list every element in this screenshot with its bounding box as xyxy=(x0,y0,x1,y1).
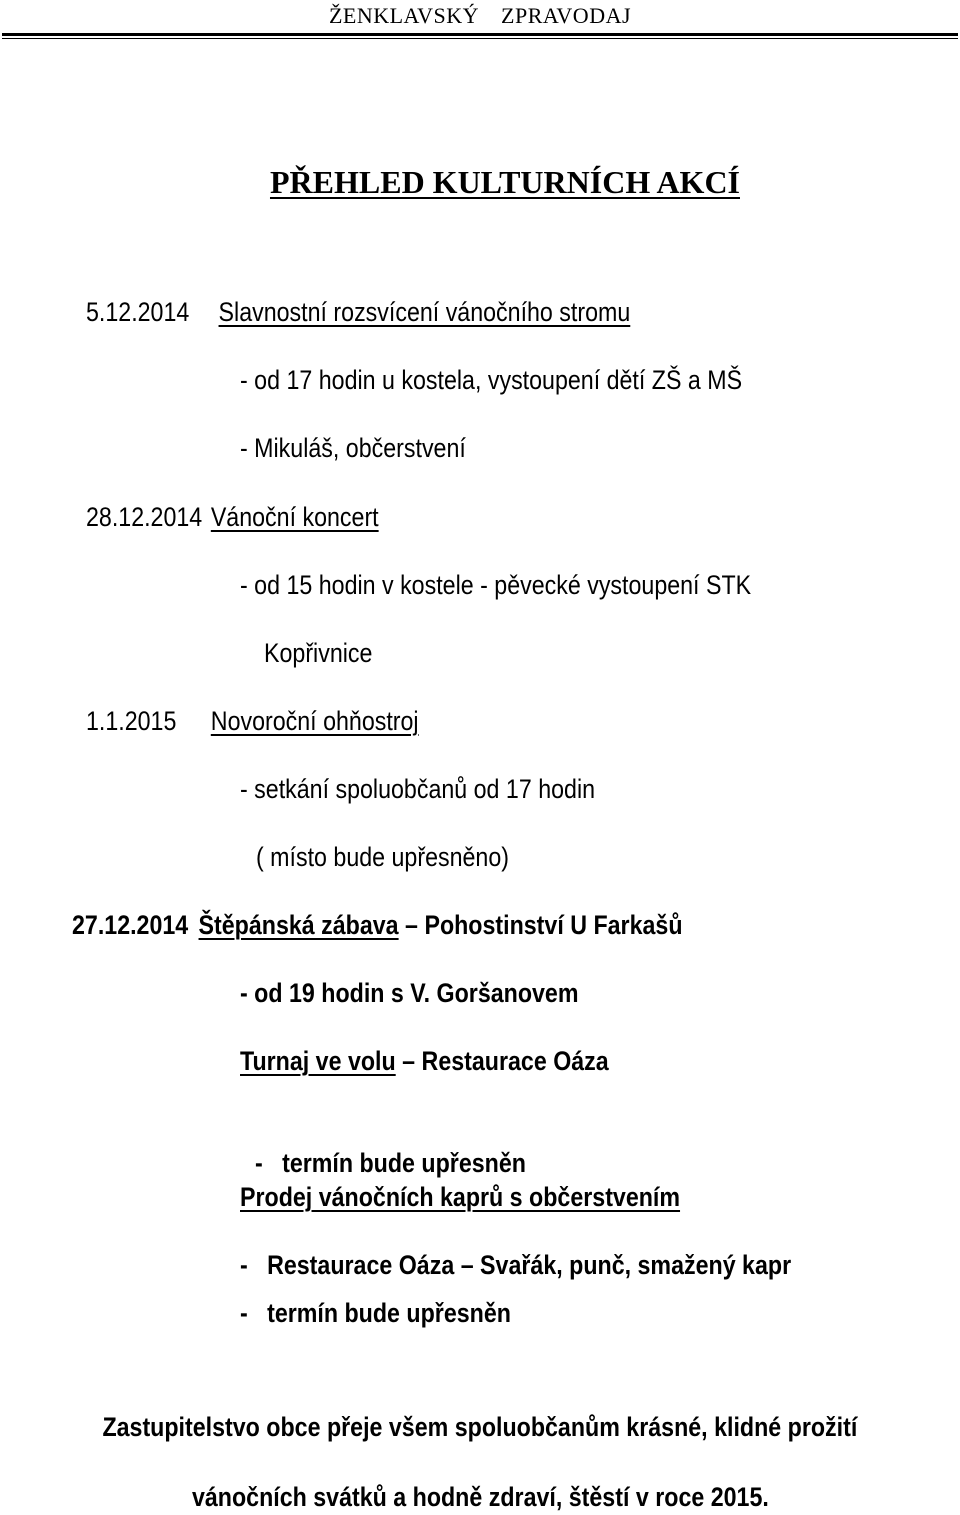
event-1-detail-2: - Mikuláš, občerstvení xyxy=(240,433,466,463)
header-rule-thick xyxy=(2,33,958,36)
event-4-venue: Pohostinství U Farkašů xyxy=(424,910,683,940)
event-4-dash: – xyxy=(405,910,418,940)
event-3-detail-2: ( místo bude upřesněno) xyxy=(256,842,509,872)
event-3-name: Novoroční ohňostroj xyxy=(210,706,419,736)
event-1-detail-1: - od 17 hodin u kostela, vystoupení dětí ZŠ a MŠ xyxy=(240,365,743,395)
event-3-date: 1.1.2015 xyxy=(86,706,177,736)
event-3-heading xyxy=(86,704,473,738)
page-title: PŘEHLED KULTURNÍCH AKCÍ xyxy=(269,164,740,200)
event-4-name: Štěpánská zábava xyxy=(198,910,399,940)
header-word-zpravodaj: ZPRAVODAJ xyxy=(501,3,632,28)
event-5-detail-1: - termín bude upřesněn xyxy=(255,1148,526,1178)
event-5-venue: Restaurace Oáza xyxy=(421,1046,609,1076)
event-1-heading xyxy=(86,295,719,329)
event-5-heading xyxy=(240,1044,669,1078)
event-4-heading xyxy=(72,908,782,942)
event-4-date: 27.12.2014 xyxy=(72,910,189,940)
closing-line-1: Zastupitelstvo obce přeje všem spoluobčanům krásné, klidné prožití xyxy=(102,1412,858,1442)
event-5-name: Turnaj ve volu xyxy=(240,1046,396,1076)
event-4-detail-1: - od 19 hodin s V. Goršanovem xyxy=(240,978,579,1008)
header-word-zenklavsky: ŽENKLAVSKÝ xyxy=(328,3,480,28)
event-3-detail-1: - setkání spoluobčanů od 17 hodin xyxy=(240,774,596,804)
event-6-detail-1: - Restaurace Oáza – Svařák, punč, smažený kapr xyxy=(240,1250,792,1280)
event-6-detail-2: - termín bude upřesněn xyxy=(240,1298,511,1328)
event-2-detail-2: Kopřivnice xyxy=(264,638,373,668)
event-2-name: Vánoční koncert xyxy=(210,502,379,532)
event-6-name: Prodej vánočních kaprů s občerstvením xyxy=(240,1182,681,1212)
event-6-heading xyxy=(240,1180,752,1214)
event-1-date: 5.12.2014 xyxy=(86,297,190,327)
event-1-name: Slavnostní rozsvícení vánočního stromu xyxy=(218,297,631,327)
event-2-heading xyxy=(86,500,426,534)
closing-line-2: vánočních svátků a hodně zdraví, štěstí v roce 2015. xyxy=(191,1482,769,1512)
event-2-date: 28.12.2014 xyxy=(86,502,203,532)
header-rule-thin xyxy=(2,38,958,39)
event-5-dash: – xyxy=(402,1046,416,1076)
event-2-detail-1: - od 15 hodin v kostele - pěvecké vystoupení STK xyxy=(240,570,752,600)
